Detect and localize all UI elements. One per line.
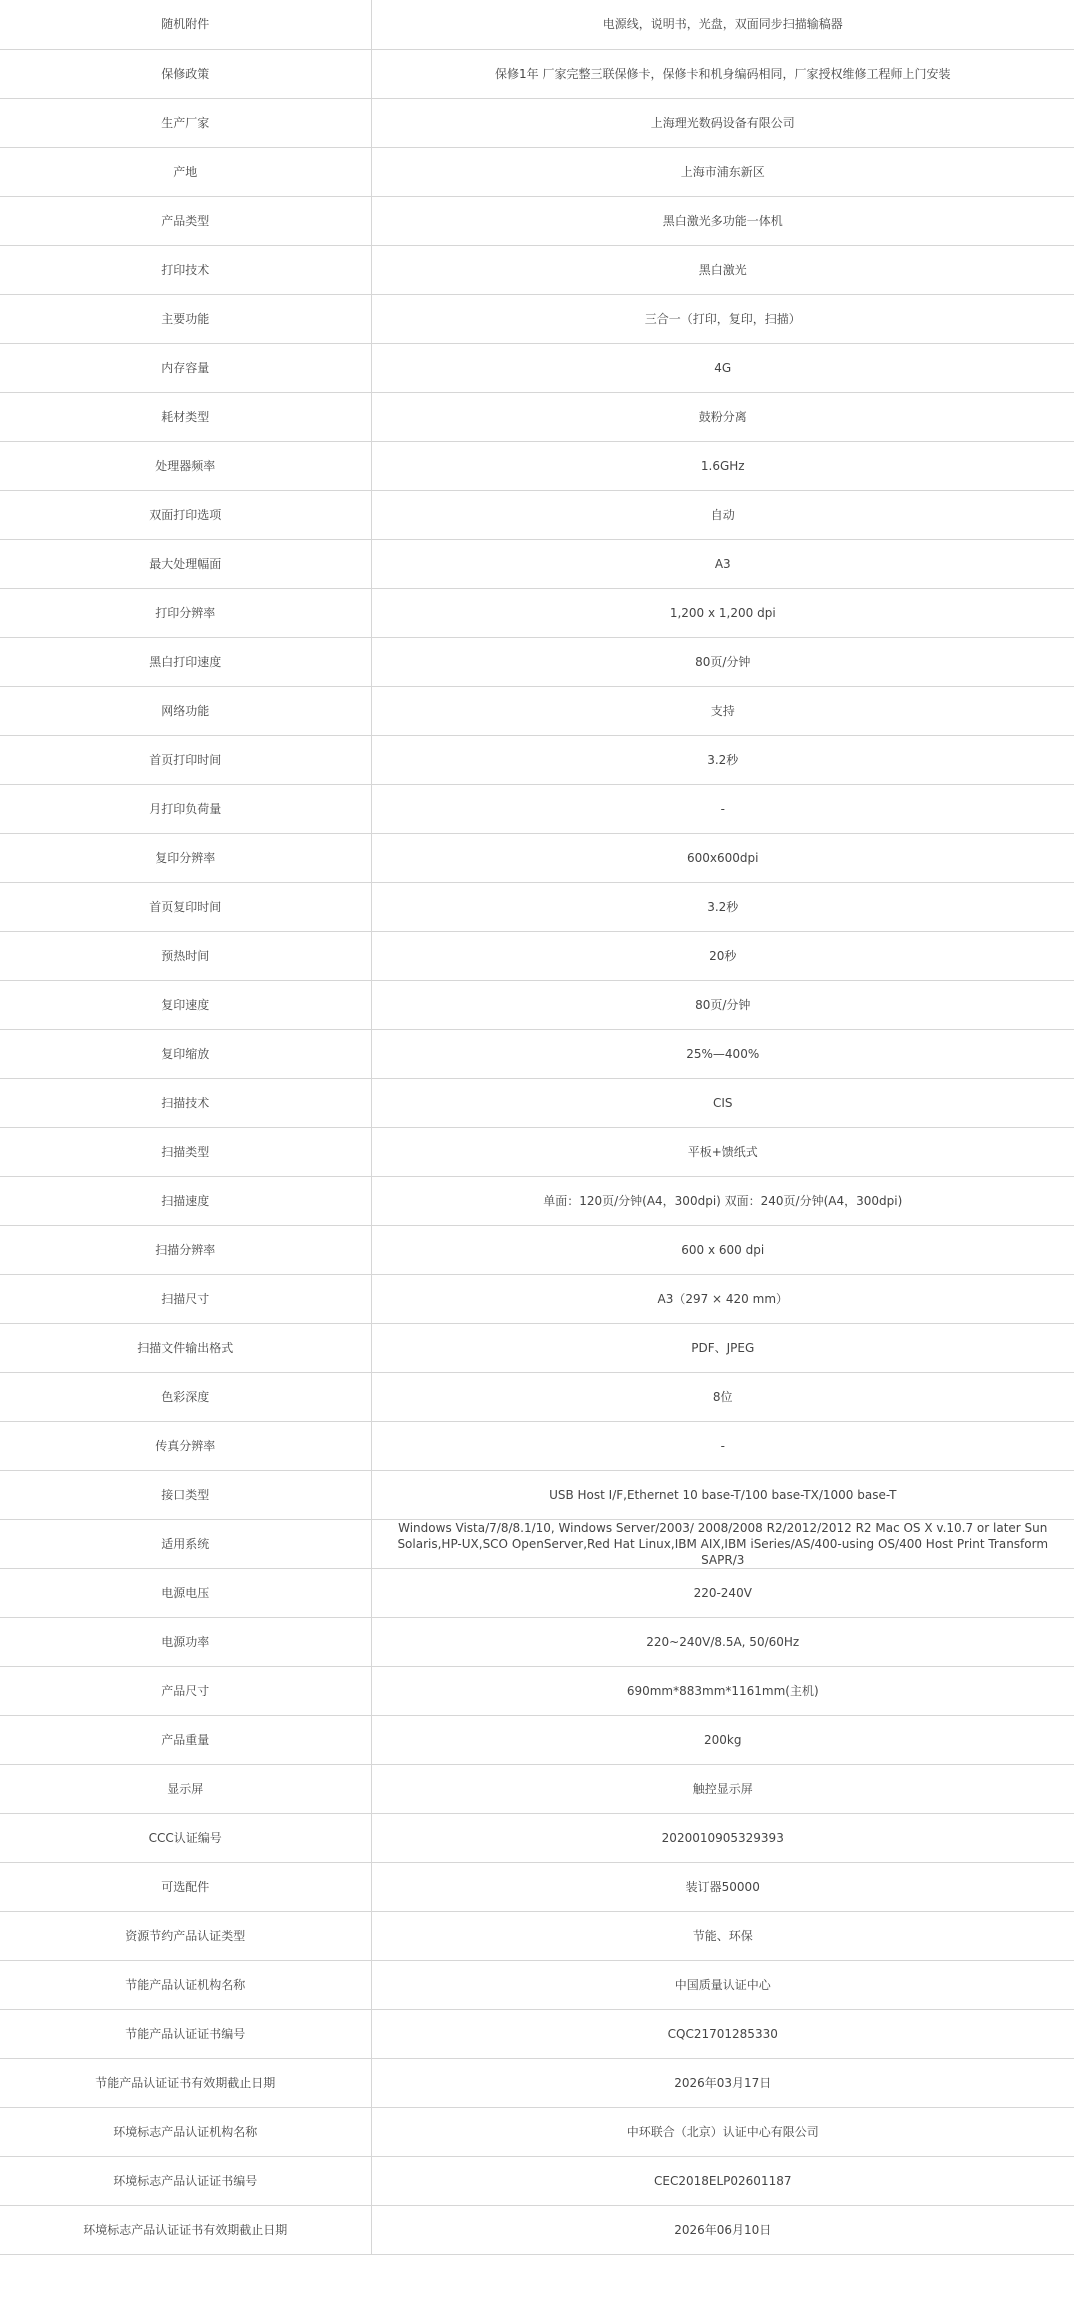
spec-label: 扫描类型 xyxy=(0,1127,371,1176)
table-row xyxy=(0,539,1074,588)
table-row xyxy=(0,1029,1074,1078)
spec-label: 网络功能 xyxy=(0,686,371,735)
table-row xyxy=(0,833,1074,882)
spec-value: 鼓粉分离 xyxy=(371,392,1074,441)
table-row xyxy=(0,637,1074,686)
table-row xyxy=(0,1372,1074,1421)
spec-value: 2026年06月10日 xyxy=(371,2205,1074,2254)
table-row xyxy=(0,2156,1074,2205)
spec-value: 200kg xyxy=(371,1715,1074,1764)
spec-label: 环境标志产品认证证书编号 xyxy=(0,2156,371,2205)
spec-label: 生产厂家 xyxy=(0,98,371,147)
spec-label: 产品重量 xyxy=(0,1715,371,1764)
spec-label: 可选配件 xyxy=(0,1862,371,1911)
spec-value: 上海市浦东新区 xyxy=(371,147,1074,196)
spec-value: 中环联合（北京）认证中心有限公司 xyxy=(371,2107,1074,2156)
table-row xyxy=(0,1078,1074,1127)
table-row xyxy=(0,98,1074,147)
spec-value: 220~240V/8.5A, 50/60Hz xyxy=(371,1617,1074,1666)
spec-value: A3（297 × 420 mm） xyxy=(371,1274,1074,1323)
spec-value: 690mm*883mm*1161mm(主机) xyxy=(371,1666,1074,1715)
spec-label: 复印速度 xyxy=(0,980,371,1029)
table-row xyxy=(0,686,1074,735)
spec-label: 扫描尺寸 xyxy=(0,1274,371,1323)
spec-value: 电源线，说明书，光盘，双面同步扫描输稿器 xyxy=(371,0,1074,49)
table-row xyxy=(0,2205,1074,2254)
spec-value: 触控显示屏 xyxy=(371,1764,1074,1813)
spec-label: 产品类型 xyxy=(0,196,371,245)
spec-value: 保修1年 厂家完整三联保修卡，保修卡和机身编码相同，厂家授权维修工程师上门安装 xyxy=(371,49,1074,98)
spec-value: 8位 xyxy=(371,1372,1074,1421)
spec-value: CQC21701285330 xyxy=(371,2009,1074,2058)
spec-label: 扫描速度 xyxy=(0,1176,371,1225)
spec-label: 打印分辨率 xyxy=(0,588,371,637)
spec-value: 4G xyxy=(371,343,1074,392)
spec-label: 最大处理幅面 xyxy=(0,539,371,588)
spec-label: 接口类型 xyxy=(0,1470,371,1519)
spec-label: 产地 xyxy=(0,147,371,196)
spec-value: 2020010905329393 xyxy=(371,1813,1074,1862)
table-row xyxy=(0,2058,1074,2107)
spec-label: 首页打印时间 xyxy=(0,735,371,784)
table-row xyxy=(0,1715,1074,1764)
spec-label: 资源节约产品认证类型 xyxy=(0,1911,371,1960)
spec-value: CIS xyxy=(371,1078,1074,1127)
spec-label: 电源电压 xyxy=(0,1568,371,1617)
spec-label: 内存容量 xyxy=(0,343,371,392)
table-row xyxy=(0,245,1074,294)
spec-label: 节能产品认证证书有效期截止日期 xyxy=(0,2058,371,2107)
table-row xyxy=(0,1666,1074,1715)
spec-label: CCC认证编号 xyxy=(0,1813,371,1862)
table-row xyxy=(0,1813,1074,1862)
spec-label: 复印分辨率 xyxy=(0,833,371,882)
table-row xyxy=(0,1176,1074,1225)
spec-label: 传真分辨率 xyxy=(0,1421,371,1470)
spec-value: 单面：120页/分钟(A4，300dpi) 双面：240页/分钟(A4，300dpi) xyxy=(371,1176,1074,1225)
spec-value: 上海理光数码设备有限公司 xyxy=(371,98,1074,147)
spec-value: Windows Vista/7/8/8.1/10, Windows Server/2003/ 2008/2008 R2/2012/2012 R2 Mac OS X v.10.7 or later Sun Solaris,HP-UX,SCO OpenServer,Red Hat Linux,IBM AIX,IBM iSeries/AS/400-using OS/400 Host Print Transform SAPR/3 xyxy=(371,1519,1074,1568)
spec-label: 打印技术 xyxy=(0,245,371,294)
spec-label: 首页复印时间 xyxy=(0,882,371,931)
table-row xyxy=(0,49,1074,98)
table-row xyxy=(0,1323,1074,1372)
table-row xyxy=(0,1764,1074,1813)
spec-label: 显示屏 xyxy=(0,1764,371,1813)
table-row xyxy=(0,0,1074,49)
spec-value: 装订器50000 xyxy=(371,1862,1074,1911)
table-row xyxy=(0,1274,1074,1323)
spec-value: 25%—400% xyxy=(371,1029,1074,1078)
table-row xyxy=(0,1127,1074,1176)
spec-label: 产品尺寸 xyxy=(0,1666,371,1715)
spec-label: 节能产品认证证书编号 xyxy=(0,2009,371,2058)
table-row xyxy=(0,343,1074,392)
spec-value: CEC2018ELP02601187 xyxy=(371,2156,1074,2205)
spec-label: 电源功率 xyxy=(0,1617,371,1666)
spec-value: 20秒 xyxy=(371,931,1074,980)
spec-value: A3 xyxy=(371,539,1074,588)
spec-label: 处理器频率 xyxy=(0,441,371,490)
spec-label: 保修政策 xyxy=(0,49,371,98)
table-row xyxy=(0,490,1074,539)
table-row xyxy=(0,196,1074,245)
table-row xyxy=(0,1519,1074,1568)
spec-value: 80页/分钟 xyxy=(371,980,1074,1029)
spec-value: 黑白激光 xyxy=(371,245,1074,294)
table-row xyxy=(0,1421,1074,1470)
spec-label: 环境标志产品认证机构名称 xyxy=(0,2107,371,2156)
spec-value: 2026年03月17日 xyxy=(371,2058,1074,2107)
table-row xyxy=(0,735,1074,784)
spec-value: - xyxy=(371,784,1074,833)
spec-value: 支持 xyxy=(371,686,1074,735)
spec-label: 色彩深度 xyxy=(0,1372,371,1421)
table-row xyxy=(0,441,1074,490)
table-row xyxy=(0,2107,1074,2156)
table-row xyxy=(0,588,1074,637)
spec-value: 中国质量认证中心 xyxy=(371,1960,1074,2009)
spec-label: 扫描技术 xyxy=(0,1078,371,1127)
spec-value: 1,200 x 1,200 dpi xyxy=(371,588,1074,637)
spec-label: 双面打印选项 xyxy=(0,490,371,539)
table-row xyxy=(0,1911,1074,1960)
spec-value: 黑白激光多功能一体机 xyxy=(371,196,1074,245)
table-row xyxy=(0,294,1074,343)
spec-value: 节能、环保 xyxy=(371,1911,1074,1960)
table-row xyxy=(0,784,1074,833)
spec-value: 80页/分钟 xyxy=(371,637,1074,686)
spec-label: 适用系统 xyxy=(0,1519,371,1568)
spec-label: 扫描分辨率 xyxy=(0,1225,371,1274)
spec-label: 耗材类型 xyxy=(0,392,371,441)
table-row xyxy=(0,1617,1074,1666)
table-row xyxy=(0,1225,1074,1274)
spec-value: 600 x 600 dpi xyxy=(371,1225,1074,1274)
table-row xyxy=(0,392,1074,441)
spec-value: PDF、JPEG xyxy=(371,1323,1074,1372)
table-row xyxy=(0,931,1074,980)
table-row xyxy=(0,1470,1074,1519)
table-row xyxy=(0,2009,1074,2058)
table-row xyxy=(0,1568,1074,1617)
spec-label: 节能产品认证机构名称 xyxy=(0,1960,371,2009)
spec-label: 扫描文件输出格式 xyxy=(0,1323,371,1372)
table-row xyxy=(0,882,1074,931)
spec-value: - xyxy=(371,1421,1074,1470)
spec-label: 环境标志产品认证证书有效期截止日期 xyxy=(0,2205,371,2254)
spec-value: 3.2秒 xyxy=(371,735,1074,784)
table-row xyxy=(0,1862,1074,1911)
spec-value: USB Host I/F,Ethernet 10 base-T/100 base-TX/1000 base-T xyxy=(371,1470,1074,1519)
table-row xyxy=(0,1960,1074,2009)
spec-value: 600x600dpi xyxy=(371,833,1074,882)
table-row xyxy=(0,147,1074,196)
spec-value: 三合一（打印，复印，扫描） xyxy=(371,294,1074,343)
spec-label: 复印缩放 xyxy=(0,1029,371,1078)
spec-value: 1.6GHz xyxy=(371,441,1074,490)
spec-value: 自动 xyxy=(371,490,1074,539)
spec-label: 主要功能 xyxy=(0,294,371,343)
spec-label: 随机附件 xyxy=(0,0,371,49)
spec-label: 预热时间 xyxy=(0,931,371,980)
spec-label: 月打印负荷量 xyxy=(0,784,371,833)
spec-value: 220-240V xyxy=(371,1568,1074,1617)
spec-value: 平板+馈纸式 xyxy=(371,1127,1074,1176)
spec-value: 3.2秒 xyxy=(371,882,1074,931)
table-row xyxy=(0,980,1074,1029)
spec-label: 黑白打印速度 xyxy=(0,637,371,686)
